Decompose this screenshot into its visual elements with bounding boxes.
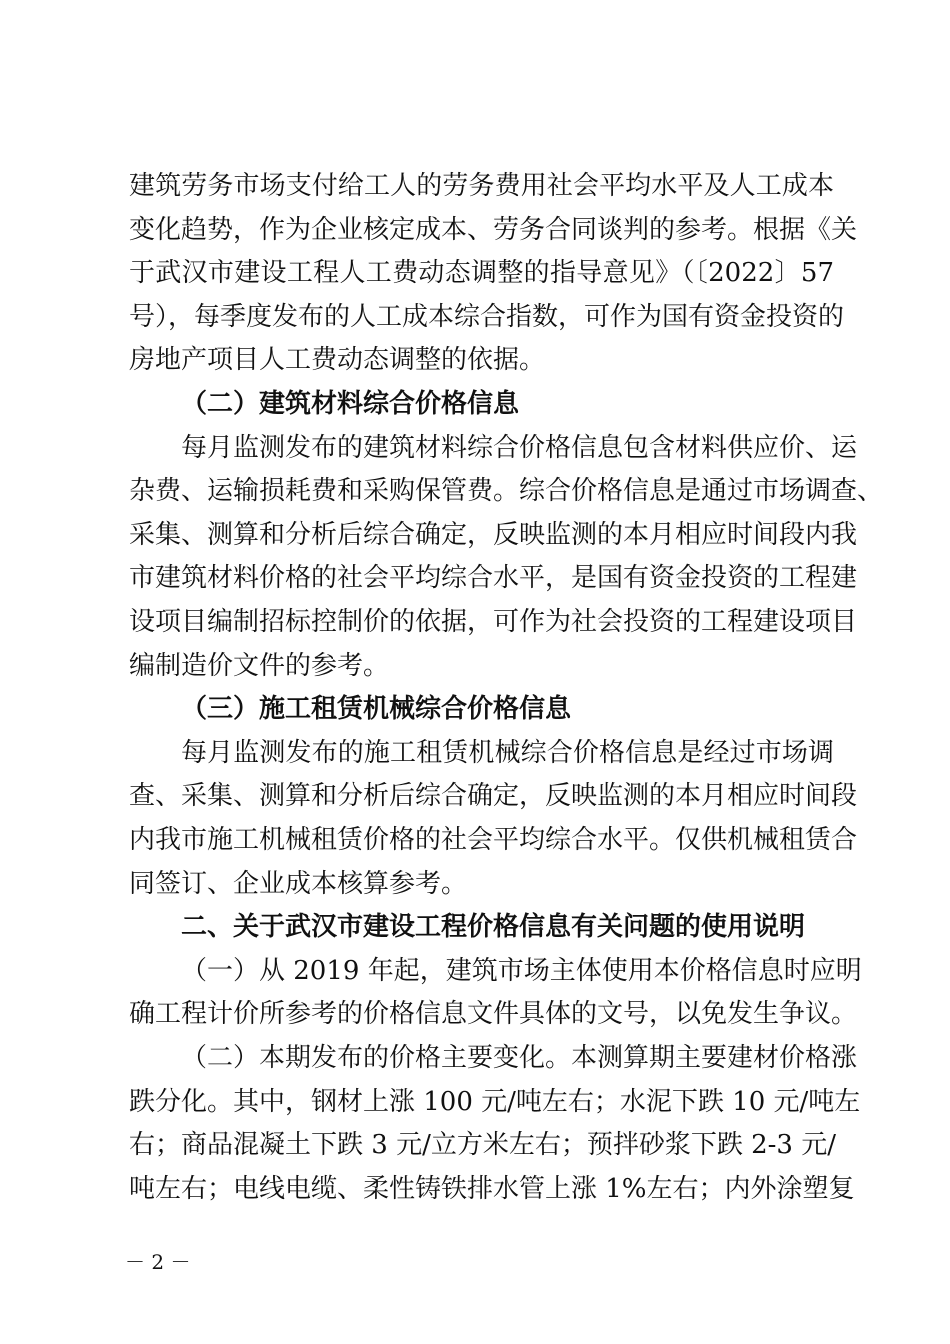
text-line: 每月监测发布的建筑材料综合价格信息包含材料供应价、运 — [181, 433, 858, 463]
text-line: 同签订、企业成本核算参考。 — [129, 869, 468, 899]
text-line: 建筑劳务市场支付给工人的劳务费用社会平均水平及人工成本 — [129, 171, 834, 201]
text-line: 杂费、运输损耗费和采购保管费。综合价格信息是通过市场调查、 — [129, 476, 884, 506]
text-line: 号），每季度发布的人工成本综合指数，可作为国有资金投资的 — [129, 302, 845, 332]
text-line: 变化趋势，作为企业核定成本、劳务合同谈判的参考。根据《关 — [129, 215, 858, 245]
text-line: 吨左右；电线电缆、柔性铸铁排水管上涨 1%左右；内外涂塑复 — [129, 1174, 855, 1204]
text-line: 于武汉市建设工程人工费动态调整的指导意见》（〔2022〕57 — [129, 258, 834, 288]
text-line: 市建筑材料价格的社会平均综合水平，是国有资金投资的工程建 — [129, 563, 858, 593]
section-heading: 二、关于武汉市建设工程价格信息有关问题的使用说明 — [181, 912, 806, 942]
page-number: － 2 － — [125, 1250, 191, 1274]
text-line: 每月监测发布的施工租赁机械综合价格信息是经过市场调 — [181, 738, 834, 768]
text-line: 确工程计价所参考的价格信息文件具体的文号，以免发生争议。 — [129, 999, 858, 1029]
text-line: （二）本期发布的价格主要变化。本测算期主要建材价格涨 — [181, 1043, 858, 1073]
text-line: （一）从 2019 年起，建筑市场主体使用本价格信息时应明 — [181, 956, 862, 986]
section-heading: （三）施工租赁机械综合价格信息 — [181, 694, 572, 724]
text-line: 查、采集、测算和分析后综合确定，反映监测的本月相应时间段 — [129, 781, 858, 811]
text-line: 跌分化。其中，钢材上涨 100 元/吨左右；水泥下跌 10 元/吨左 — [129, 1087, 861, 1117]
text-line: 设项目编制招标控制价的依据，可作为社会投资的工程建设项目 — [129, 607, 858, 637]
text-line: 房地产项目人工费动态调整的依据。 — [129, 345, 546, 375]
text-line: 右；商品混凝土下跌 3 元/立方米左右；预拌砂浆下跌 2-3 元/ — [129, 1130, 836, 1160]
text-line: 编制造价文件的参考。 — [129, 651, 390, 681]
text-line: 内我市施工机械租赁价格的社会平均综合水平。仅供机械租赁合 — [129, 825, 858, 855]
section-heading: （二）建筑材料综合价格信息 — [181, 389, 520, 419]
text-line: 采集、测算和分析后综合确定，反映监测的本月相应时间段内我 — [129, 520, 858, 550]
